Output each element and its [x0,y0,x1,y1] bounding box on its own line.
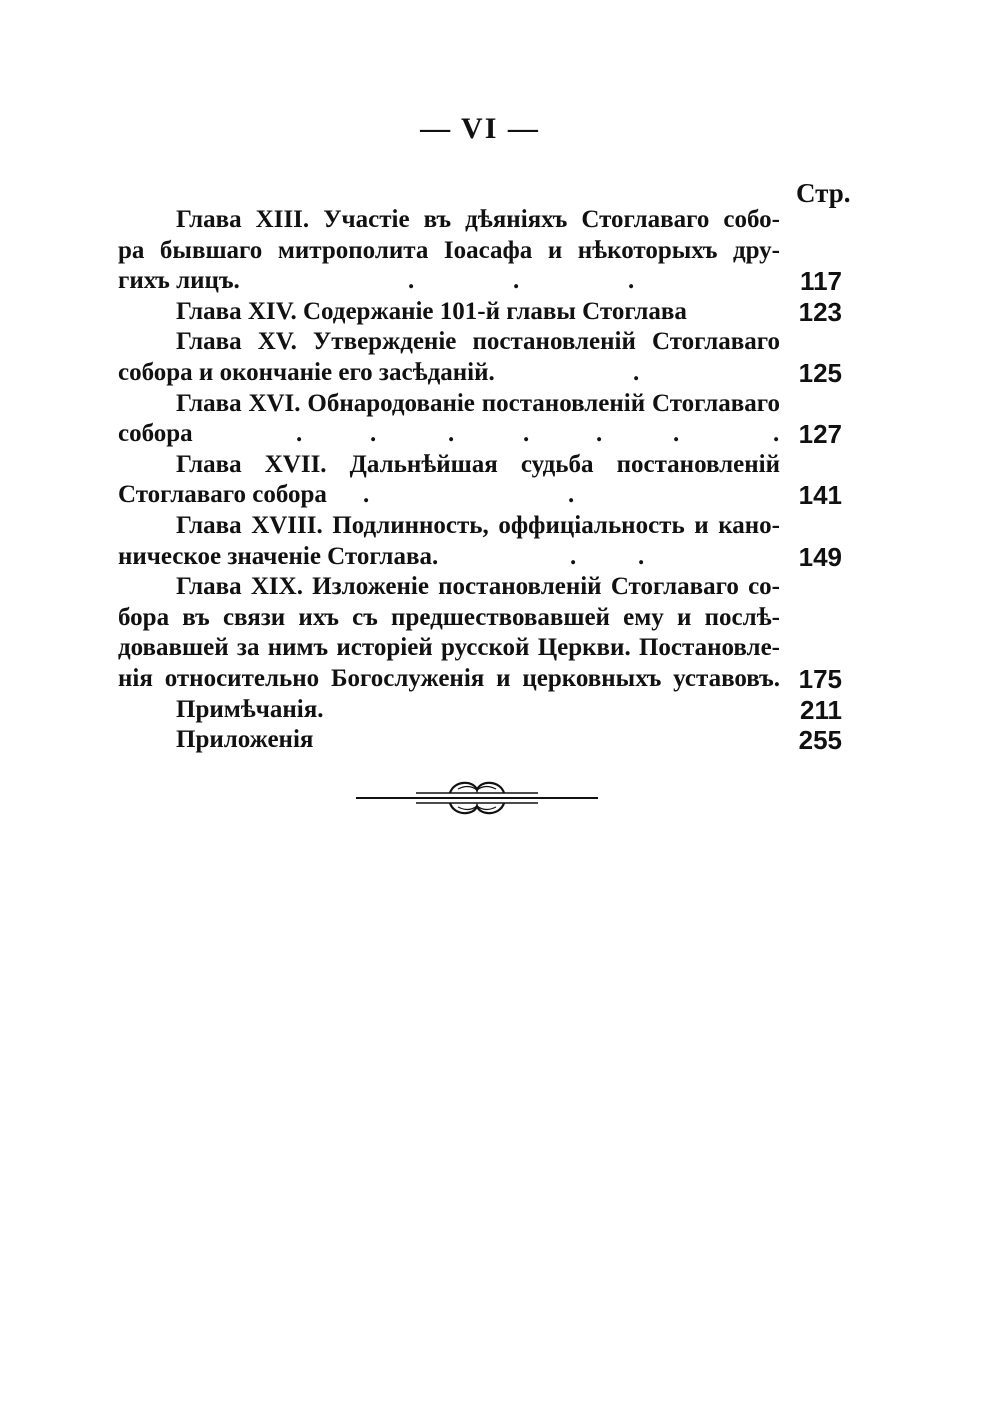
toc-page-number: 117 [800,266,842,297]
toc-entry-line: Глава XVII. Дальнѣйшая судьба постановленій [176,450,780,478]
toc-entry-chapter-17[interactable] [118,450,842,511]
toc-page-number: 123 [798,296,842,327]
toc-entry-line: Стоглаваго собора [118,481,327,509]
leader-dots: . . . . . . . [296,420,780,448]
toc-page-number: 125 [798,357,842,388]
toc-entry-line: гихъ лицъ. [118,267,240,295]
toc-entry-line: собора и окончаніе его засѣданій. [118,358,495,386]
toc-entry-line: Глава XVI. Обнародованіе постановленій Стоглаваго [176,389,780,417]
toc-entry-line: Примѣчанія. [176,695,324,723]
toc-entry-chapter-16[interactable] [118,389,842,450]
toc-entry-chapter-19[interactable] [118,572,842,694]
toc-entry-line: собора [118,420,193,448]
toc-entry-chapter-18[interactable] [118,511,842,572]
toc-entry-chapter-14[interactable] [118,297,842,328]
table-of-contents [118,205,842,756]
toc-entry-line: довавшей за нимъ исторіей русской Церкви. Постановле- [118,634,780,662]
tailpiece-ornament [354,776,600,820]
toc-entry-line: Глава XV. Утвержденіе постановленій Стоглаваго [176,328,780,356]
toc-page-number: 127 [798,419,842,450]
toc-entry-line: Глава XIII. Участіе въ дѣяніяхъ Стоглаваго собо- [176,206,780,233]
toc-page-number: 141 [798,480,842,511]
toc-entry-chapter-15[interactable] [118,327,842,388]
toc-entry-line: ническое значеніе Стоглава. [118,542,439,570]
toc-page-number: 149 [798,541,842,572]
toc-entry-notes[interactable] [118,695,842,726]
leader-dots: . . . [408,267,635,295]
toc-entry-line: ра бывшаго митрополита Іоасафа и нѣкоторыхъ дру- [118,236,780,264]
leader-dots: . . [363,481,575,509]
toc-entry-line: нія относительно Богослуженія и церковныхъ уставовъ. [118,664,780,692]
toc-page-number: 255 [798,725,842,756]
toc-entry-line: Глава XVIII. Подлинность, оффиціальность и кано- [176,511,780,539]
toc-page-number: 211 [800,694,842,725]
page-number: — VI — [420,112,540,145]
toc-entry-chapter-13[interactable] [118,205,842,297]
toc-entry-line: бора въ связи ихъ съ предшествовавшей ему и послѣ- [118,603,780,631]
toc-entry-line: Глава XIV. Содержаніе 101-й главы Стоглава [176,297,687,325]
toc-entry-line: Приложенія [176,726,314,754]
page-column-label: Стр. [796,178,851,208]
toc-entry-line: Глава XIX. Изложеніе постановленій Стоглаваго со- [176,573,780,601]
leader-dots: . . [570,542,645,570]
toc-page-number: 175 [798,663,842,694]
leader-dots: . [633,358,640,386]
toc-entry-appendices[interactable] [118,725,842,756]
